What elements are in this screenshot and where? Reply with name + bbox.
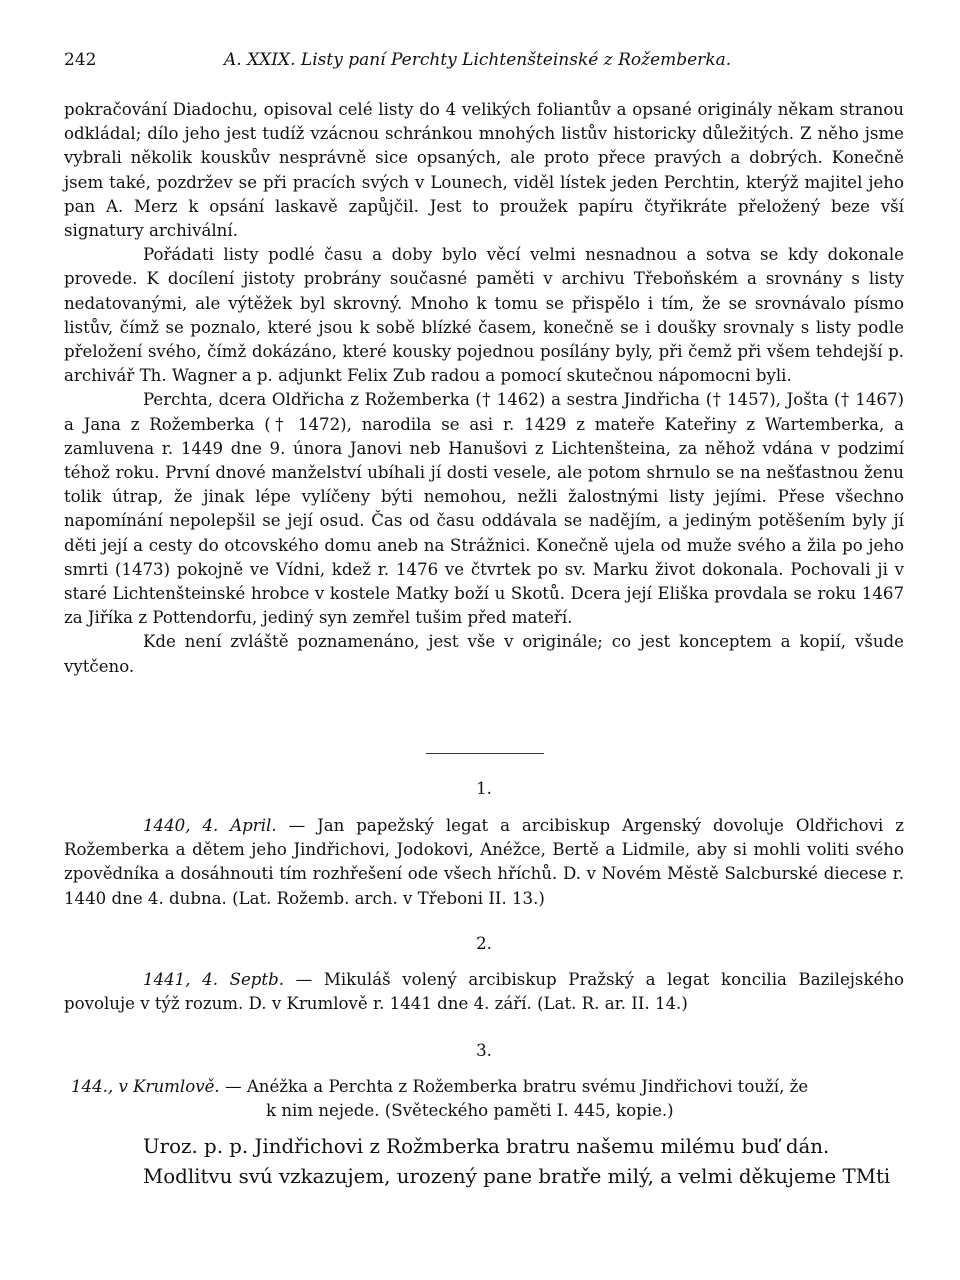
document-regest [64,814,904,911]
document-regest-line [64,1077,808,1096]
document-summary-continued: k nim nejede. (Světeckého paměti I. 445, kopie.) [266,1101,674,1121]
document-number: 2. [476,934,492,953]
document-number: 1. [476,779,492,798]
document-number: 3. [476,1041,492,1060]
document-summary: — Anéžka a Perchta z Rožemberka bratru svému Jindřichovi touží, že [219,1077,809,1096]
intro-paragraph: Kde není zvláště poznamenáno, jest vše v originále; co jest konceptem a kopií, všude vytčeno. [64,632,904,676]
intro-paragraph: pokračování Diadochu, opisoval celé listy do 4 velikých foliantův a opsané originály někam stranou odkládal; dílo jeho jest tudíž vzácnou schránkou mnohých listův historicky důležitých. Z něho jsme vybrali několik kouskův nesprávně sice opsaných, ale proto přece pravých a dobrých. Konečně jsem také, pozdržev se při pracích svých v Lounech, viděl lístek jeden Perchtin, kterýž majitel jeho pan A. Merz k opsání laskavě zapůjčil. Jest to proužek papíru čtyřikráte přeložený beze vší signatury archivální. [64,100,904,241]
document-summary: — Jan papežský legat a arcibiskup Argenský dovoluje Oldřichovi z Rožemberka a dětem jeho Jindřichovi, Jodokovi, Anéžce, Bertě a Lidmile, aby si mohli voliti svého zpovědníka a dosáhnouti tím rozhřešení ode všech hříchů. D. v Novém Městě Salcburské diecese r. 1440 dne 4. dubna. (Lat. Rožemb. arch. v Třeboni II. 13.) [64,816,904,908]
document-date: 1441, 4. Septb. [143,970,284,989]
document-regest [64,968,904,1016]
page-header [64,47,904,73]
document-regest [64,1075,904,1123]
letter-body: Modlitvu svú vzkazujem, urozený pane bratře milý, a velmi děkujeme TMti [143,1165,891,1188]
introduction-text [64,98,904,679]
letter-address: Uroz. p. p. Jindřichovi z Rožmberka bratru našemu milému buď dán. [143,1135,830,1158]
letter-text [64,1132,904,1192]
section-divider [426,753,544,754]
page-number: 242 [64,50,97,70]
document-date: 1440, 4. April. [143,816,277,835]
document-summary: — Mikuláš volený arcibiskup Pražský a legat koncilia Bazilejského povoluje v týž rozum. D. v Krumlově r. 1441 dne 4. září. (Lat. R. ar. II. 14.) [64,970,905,1014]
running-title: A. XXIX. Listy paní Perchty Lichtenšteinské z Rožemberka. [224,50,732,70]
intro-paragraph: Perchta, dcera Oldřicha z Rožemberka († 1462) a sestra Jindřicha († 1457), Jošta († 1467) a Jana z Rožemberka († 1472), narodila se asi r. 1429 z mateře Kateřiny z Wartemberka, a zamluvena r. 1449 dne 9. února Janovi neb Hanušovi z Lichtenšteina, za něhož vdána v podzimí téhož roku. První dnové manželství ubíhali jí dosti vesele, ale potom shrnulo se na nešťastnou ženu tolik útrap, že jinak lépe vylíčeny býti nemohou, nežli žalostnými listy jejími. Přese všechno napomínání nepolepšil se její osud. Čas od času oddávala se nadějím, a jediným potěšením byly jí děti její a cesty do otcovského domu aneb na Strážnici. Konečně ujela od muže svého a žila po jeho smrti (1473) pokojně ve Vídni, kdež r. 1476 ve čtvrtek po sv. Marku život dokonala. Pochovali ji v staré Lichtenšteinské hrobce v kostele Matky boží u Skotů. Dcera její Eliška provdala se roku 1467 za Jiříka z Pottendorfu, jediný syn zemřel tušim před mateří. [64,390,904,628]
document-date: 144., v Krumlově. [71,1077,220,1096]
book-page [64,0,904,1280]
intro-paragraph: Pořádati listy podlé času a doby bylo věcí velmi nesnadnou a sotva se kdy dokonale provede. K docílení jistoty probrány současné paměti v archivu Třeboňském a srovnány s listy nedatovanými, ale výtěžek byl skrovný. Mnoho k tomu se přispělo i tím, že se srovnávalo písmo listův, čímž se poznalo, které jsou k sobě blízké časem, konečně se i doušky srovnaly s listy podle přeložení svého, čímž dokázáno, které kousky pojednou posílány byly, při čemž při všem tehdejší p. archivář Th. Wagner a p. adjunkt Felix Zub radou a pomocí skutečnou nápomocni byli. [64,245,904,386]
